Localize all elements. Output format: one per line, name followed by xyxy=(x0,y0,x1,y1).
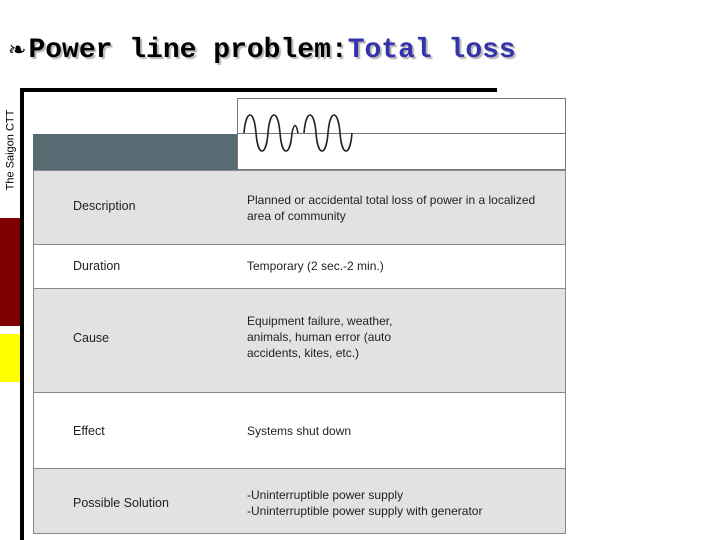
sidebar-red-band xyxy=(0,218,20,326)
title-accent: Total loss xyxy=(347,34,516,66)
solution-line: -Uninterruptible power supply xyxy=(247,488,404,502)
top-rule xyxy=(20,88,497,92)
brand-label-text: The Saigon CTT xyxy=(4,109,17,191)
table-row-duration xyxy=(33,244,566,288)
waveform-path xyxy=(244,115,352,151)
row-label: Effect xyxy=(73,424,105,438)
table-row-description xyxy=(33,170,566,244)
row-label: Duration xyxy=(73,259,121,273)
row-value: Systems shut down xyxy=(247,424,352,438)
brand-label xyxy=(2,95,18,205)
solution-line: -Uninterruptible power supply with generator xyxy=(247,504,483,518)
sidebar-yellow-band xyxy=(0,334,20,382)
row-label: Cause xyxy=(73,331,110,345)
row-value: Planned or accidental total loss of power in a localized area of community xyxy=(247,193,536,223)
row-value: Temporary (2 sec.-2 min.) xyxy=(247,259,384,273)
table-header-dark xyxy=(33,134,237,170)
row-value: Equipment failure, weather, animals, human error (auto accidents, kites, etc.) xyxy=(247,314,393,360)
row-value xyxy=(247,487,547,519)
waveform-header xyxy=(237,98,566,170)
table-row-possible-solution xyxy=(33,468,566,534)
slide-title xyxy=(8,30,516,70)
table-row-effect xyxy=(33,392,566,468)
power-loss-waveform-icon xyxy=(240,105,360,161)
title-prefix: Power line problem: xyxy=(28,34,348,66)
row-label: Possible Solution xyxy=(73,496,169,510)
table-row-cause xyxy=(33,288,566,392)
row-label: Description xyxy=(73,199,136,213)
sidebar-divider xyxy=(20,90,24,540)
info-table xyxy=(33,98,566,534)
bullet-icon: ❧ xyxy=(8,37,27,63)
